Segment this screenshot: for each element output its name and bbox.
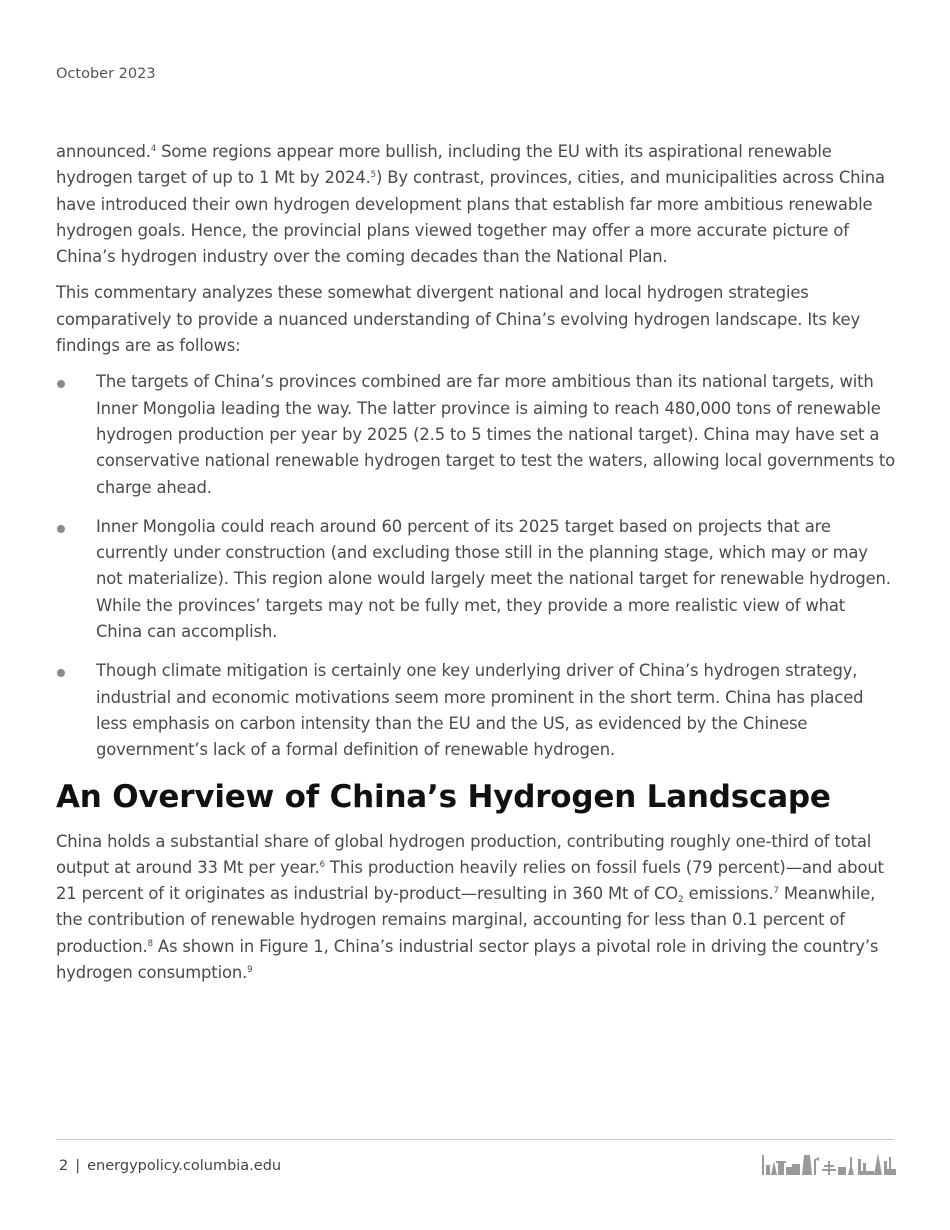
text-span: China holds a substantial share of global hydrogen production, contributing roughly one-third of total output at around 33 Mt per year. [56,831,872,877]
text-span: As shown in Figure 1, China’s industrial sector plays a pivotal role in driving the country’s hydrogen consumption. [56,936,879,983]
footer-url[interactable]: energypolicy.columbia.edu [87,1158,282,1174]
list-item [56,369,896,500]
footnote-ref[interactable]: 7 [773,886,779,897]
footnote-ref[interactable]: 4 [150,144,157,154]
list-item [56,658,896,763]
list-item-text: The targets of China’s provinces combined are far more ambitious than its national targets, with Inner Mongolia leading the way. The latter province is aiming to reach 480,000 tons of renewable hydrogen production per year by 2025 (2.5 to 5 times the national target). China may have set a conservative national renewable hydrogen target to test the waters, allowing local governments to charge ahead. [96,372,896,497]
footer [59,1158,281,1174]
text-span: Some regions appear more bullish, including the EU with its aspirational renewable hydrogen target of up to 1 Mt by 2024. [56,142,832,188]
paragraph-overview [56,829,896,987]
footer-divider [56,1139,894,1140]
section-heading: An Overview of China’s Hydrogen Landscape [56,778,831,815]
text-span: emissions. [683,884,774,904]
main-content [56,139,896,996]
list-item [56,514,896,645]
bullet-icon [57,380,65,388]
key-findings-list [56,369,896,763]
footer-separator: | [75,1158,81,1174]
footnote-ref[interactable]: 6 [319,859,325,870]
list-item-text: Inner Mongolia could reach around 60 percent of its 2025 target based on projects that are currently under construction (and excluding those still in the planning stage, which may or may not materialize). This region alone would largely meet the national target for renewable hydrogen. While the provinces’ targets may not be fully met, they provide a more realistic view of what China can accomplish. [96,516,891,642]
bullet-icon [57,669,65,677]
subscript: 2 [678,895,684,906]
footnote-ref[interactable]: 8 [147,938,153,949]
text-span: This production heavily relies on fossil fuels (79 percent)—and about 21 percent of it originates as industrial by-product—resulting in 360 Mt of CO [56,857,884,904]
page-number: 2 [59,1158,69,1174]
bullet-icon [57,525,65,533]
footnote-ref[interactable]: 5 [370,170,376,181]
paragraph-intro [56,139,896,270]
text-span: announced. [56,142,151,161]
energy-skyline-icon [762,1151,896,1175]
paragraph-summary: This commentary analyzes these somewhat divergent national and local hydrogen strategies comparatively to provide a nuanced understanding of China’s evolving hydrogen landscape. Its key findings are as follows: [56,283,861,356]
text-span: ) By contrast, provinces, cities, and municipalities across China have introduced their own hydrogen development plans that establish far more ambitious renewable hydrogen goals. Hence, the provincial plans viewed together may offer a more accurate picture of China’s hydrogen industry over the coming decades than the National Plan. [56,168,885,267]
list-item-text: Though climate mitigation is certainly one key underlying driver of China’s hydrogen strategy, industrial and economic motivations seem more prominent in the short term. China has placed less emphasis on carbon intensity than the EU and the US, as evidenced by the Chinese government’s lack of a formal definition of renewable hydrogen. [96,661,864,760]
header-date: October 2023 [56,66,156,82]
footnote-ref[interactable]: 9 [247,965,253,976]
text-span: Meanwhile, the contribution of renewable hydrogen remains marginal, accounting for less than 0.1 percent of production. [56,884,876,956]
